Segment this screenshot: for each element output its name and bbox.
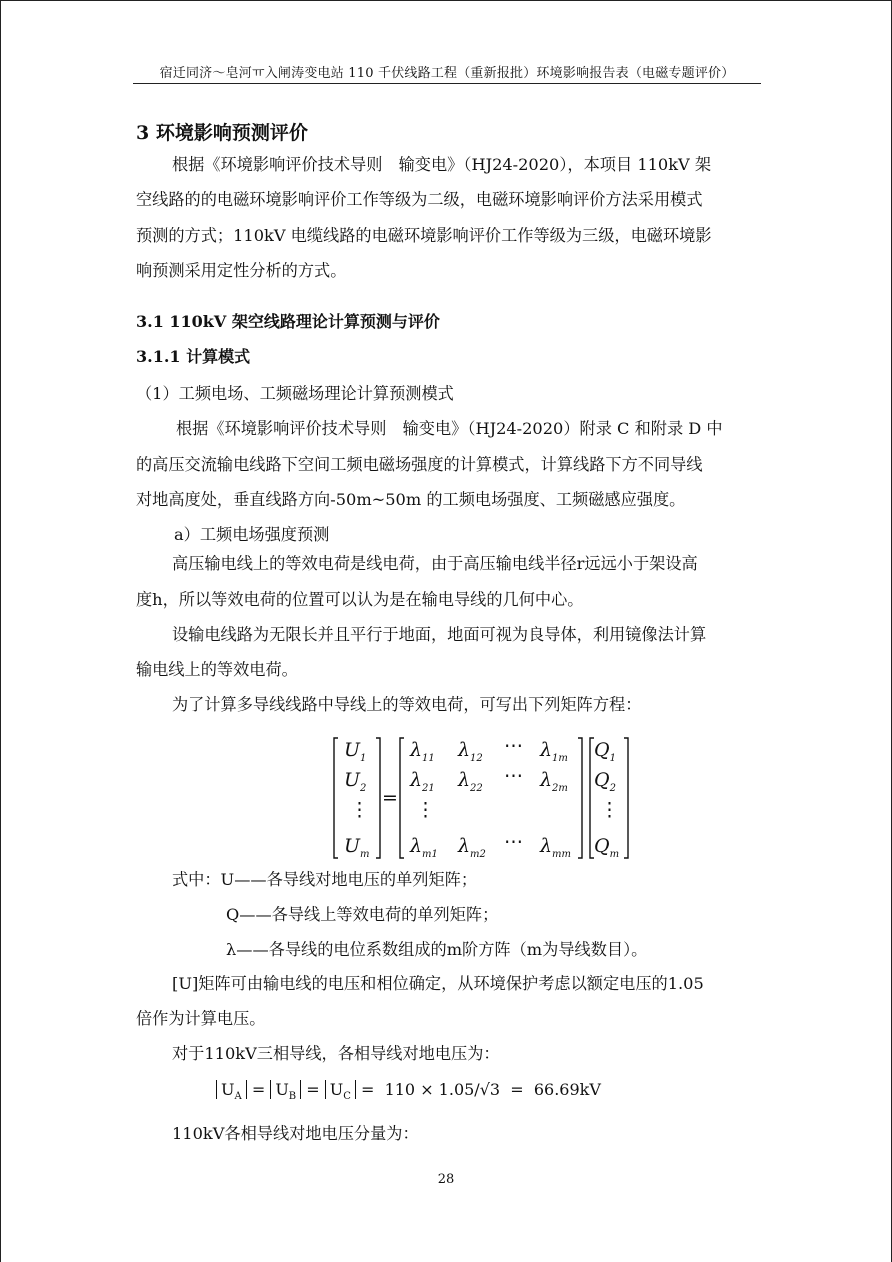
qm-symbol: $Q_m$ [594,835,620,860]
u1-symbol: $U_1$ [344,739,367,764]
definition-q: Q——各导线上等效电荷的单列矩阵； [226,905,499,924]
para1-line-1: 根据《环境影响评价技术导则 输变电》（HJ24-2020）附录 C 和附录 D 中 [176,419,723,438]
para6: 对于110kV三相导线，各相导线对地电压为： [172,1044,500,1063]
para3-line-2: 输电线上的等效电荷。 [136,660,298,679]
lambda-m1: $\lambda_{m1}$ [410,835,438,860]
sub-subsection-title: 3.1.1 计算模式 [136,347,251,366]
lambda-m2: $\lambda_{m2}$ [458,835,486,860]
lambda-2m: $\lambda_{2m}$ [540,769,568,794]
page-number: 28 [437,1172,455,1187]
lambda-1m: $\lambda_{1m}$ [540,739,568,764]
para4: 为了计算多导线线路中导线上的等效电荷，可写出下列矩阵方程： [172,695,642,714]
q-vdots: ⋮ [600,799,619,821]
definition-u: 式中：U——各导线对地电压的单列矩阵； [172,870,478,889]
para5-line-2: 倍作为计算电压。 [136,1009,266,1028]
para7: 110kV各相导线对地电压分量为： [172,1124,419,1143]
q2-symbol: $Q_2$ [594,769,616,794]
row1-hdots: ⋯ [504,735,523,757]
para2-line-1: 高压输电线上的等效电荷是线电荷，由于高压输电线半径r远远小于架设高 [172,554,698,573]
intro-line-4: 响预测采用定性分析的方式。 [136,261,347,280]
intro-line-3: 预测的方式；110kV 电缆线路的电磁环境影响评价工作等级为三级，电磁环境影 [136,226,712,245]
item-1-heading: （1）工频电场、工频磁场理论计算预测模式 [136,384,454,403]
lambda-vdots: ⋮ [416,799,435,821]
lambda-mm: $\lambda_{mm}$ [540,835,572,860]
para2-line-2: 度h，所以等效电荷的位置可以认为是在输电导线的几何中心。 [136,590,584,609]
section-title: 3 环境影响预测评价 [136,122,308,144]
header-rule [133,83,761,84]
para1-line-2: 的高压交流输电线路下空间工频电磁场强度的计算模式，计算线路下方不同导线 [136,455,703,474]
lambda-21: $\lambda_{21}$ [410,769,435,794]
rowm-hdots: ⋯ [504,831,523,853]
matrix-equals-sign: = [382,787,398,809]
abs-ua: $U_A$ [216,1080,247,1099]
u2-symbol: $U_2$ [344,769,367,794]
formula-expression: 110 × 1.05/√3 [384,1080,501,1099]
running-header: 宿迁同济～皂河ㅠ入闸涛变电站 110 千伏线路工程（重新报批）环境影响报告表（电磁专题评价） [159,66,735,81]
para1-line-3: 对地高度处，垂直线路方向-50m~50m 的工频电场强度、工频磁感应强度。 [136,490,686,509]
u-vdots: ⋮ [350,799,369,821]
subsection-title: 3.1 110kV 架空线路理论计算预测与评价 [136,312,440,331]
item-a-heading: a）工频电场强度预测 [174,525,330,544]
intro-line-1: 根据《环境影响评价技术导则 输变电》（HJ24-2020），本项目 110kV 架 [172,155,712,174]
row2-hdots: ⋯ [504,765,523,787]
lambda-22: $\lambda_{22}$ [458,769,483,794]
page-border-left [0,0,1,1262]
voltage-formula: $U_A = U_B = U_C = 110 \times 1.05/√3 = 66.69kV$ [216,1080,601,1102]
abs-ub: $U_B$ [270,1080,301,1099]
um-symbol: $U_m$ [344,835,370,860]
lambda-11: $\lambda_{11}$ [410,739,435,764]
page-border-top [0,0,892,1]
formula-result: 66.69kV [533,1080,601,1099]
definition-lambda: λ——各导线的电位系数组成的m阶方阵（m为导线数目）。 [226,940,648,959]
abs-uc: $U_C$ [325,1080,356,1099]
matrix-equation [332,736,632,862]
lambda-12: $\lambda_{12}$ [458,739,483,764]
q1-symbol: $Q_1$ [594,739,616,764]
para5-line-1: [U]矩阵可由输电线的电压和相位确定，从环境保护考虑以额定电压的1.05 [172,974,704,993]
para3-line-1: 设输电线路为无限长并且平行于地面，地面可视为良导体，利用镜像法计算 [172,625,707,644]
intro-line-2: 空线路的的电磁环境影响评价工作等级为二级，电磁环境影响评价方法采用模式 [136,190,703,209]
